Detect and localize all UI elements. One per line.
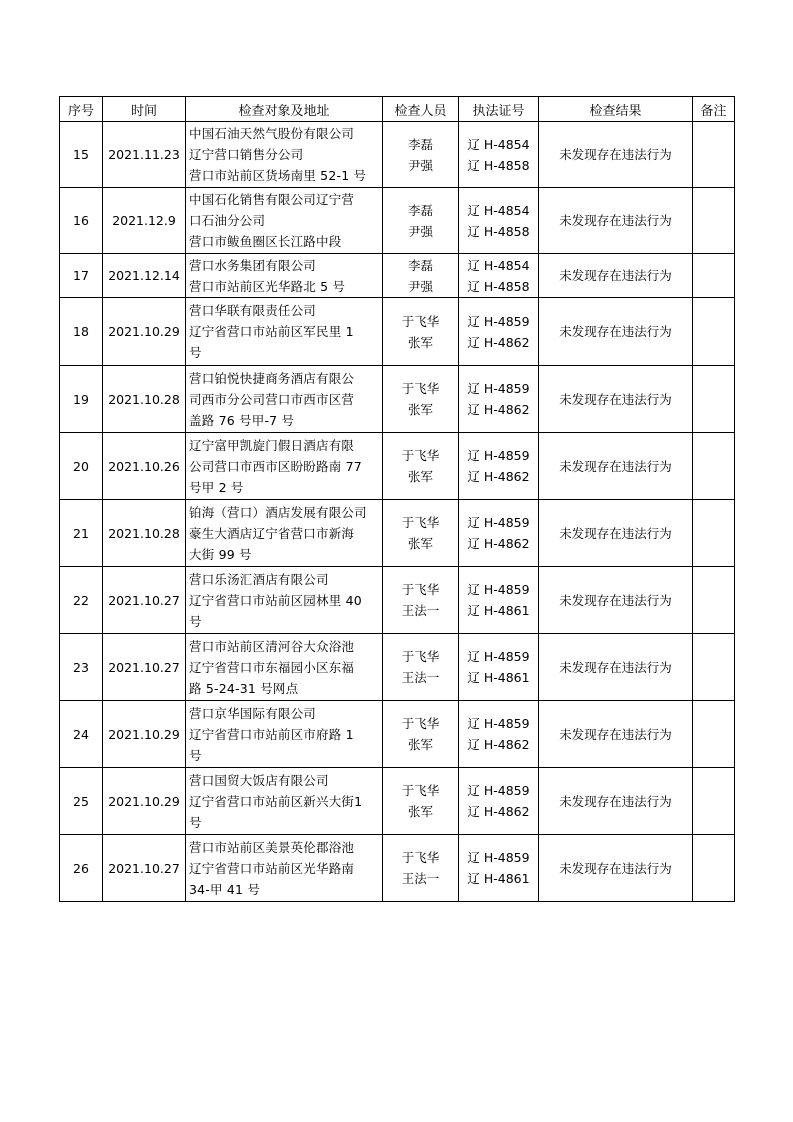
table-row xyxy=(60,433,735,500)
address-line: 司西市分公司营口市西市区营 xyxy=(189,391,355,407)
inspector-name: 尹强 xyxy=(407,157,433,173)
address-line: 口石油分公司 xyxy=(189,213,266,228)
address-cell xyxy=(186,835,383,902)
address-line: 豪生大酒店辽宁省营口市新海 xyxy=(189,525,355,541)
result-cell: 未发现存在违法行为 xyxy=(539,768,693,835)
serial-number-cell: 16 xyxy=(60,188,103,254)
certificate-number: 辽 H-4859 xyxy=(467,783,530,798)
header-target-and-address: 检查对象及地址 xyxy=(186,97,383,122)
address-line: 中国石化销售有限公司辽宁营 xyxy=(189,192,355,207)
result-cell: 未发现存在违法行为 xyxy=(539,433,693,500)
inspectors-cell xyxy=(383,835,459,902)
table-row xyxy=(60,634,735,701)
address-line: 辽宁省营口市站前区园林里 40 xyxy=(189,592,362,608)
inspector-name: 李磊 xyxy=(407,202,433,218)
result-cell: 未发现存在违法行为 xyxy=(539,701,693,768)
address-line: 盖路 76 号甲-7 号 xyxy=(189,412,295,428)
address-line: 34-甲 41 号 xyxy=(189,881,261,897)
remarks-cell xyxy=(693,188,735,254)
address-line: 营口华联有限责任公司 xyxy=(189,303,317,318)
address-cell xyxy=(186,366,383,433)
remarks-cell xyxy=(693,433,735,500)
table-row xyxy=(60,122,735,188)
address-line: 辽宁省营口市东福园小区东福 xyxy=(189,659,355,675)
address-line: 营口市站前区美景英伦郡浴池 xyxy=(189,839,355,855)
address-cell xyxy=(186,433,383,500)
table-row xyxy=(60,298,735,366)
inspector-name: 尹强 xyxy=(407,223,433,239)
date-cell: 2021.10.28 xyxy=(103,366,186,433)
certificate-number: 辽 H-4859 xyxy=(467,582,530,597)
address-cell xyxy=(186,122,383,188)
serial-number-cell: 19 xyxy=(60,366,103,433)
address-line: 大街 99 号 xyxy=(189,546,252,562)
serial-number-cell: 23 xyxy=(60,634,103,701)
serial-number-cell: 18 xyxy=(60,298,103,366)
address-cell xyxy=(186,768,383,835)
serial-number-cell: 20 xyxy=(60,433,103,500)
address-line: 号 xyxy=(189,747,202,763)
date-cell: 2021.10.27 xyxy=(103,634,186,701)
address-cell xyxy=(186,701,383,768)
inspection-record-sheet xyxy=(59,96,734,902)
date-cell: 2021.12.14 xyxy=(103,254,186,298)
table-row xyxy=(60,500,735,567)
certificate-number: 辽 H-4859 xyxy=(467,515,530,530)
certificate-number: 辽 H-4854 xyxy=(467,257,530,273)
remarks-cell xyxy=(693,500,735,567)
inspectors-cell xyxy=(383,567,459,634)
certificate-cell xyxy=(459,433,539,500)
certificate-number: 辽 H-4861 xyxy=(467,871,530,886)
address-line: 营口市站前区清河谷大众浴池 xyxy=(189,638,355,654)
certificate-number: 辽 H-4862 xyxy=(467,334,530,350)
address-line: 营口市站前区货场南里 52-1 号 xyxy=(189,168,367,183)
inspector-name: 王法一 xyxy=(401,603,440,618)
address-line: 辽宁省营口市站前区新兴大街1 xyxy=(189,793,363,809)
table-row xyxy=(60,188,735,254)
serial-number-cell: 25 xyxy=(60,768,103,835)
inspector-name: 王法一 xyxy=(401,871,440,886)
inspectors-cell xyxy=(383,298,459,366)
inspector-name: 李磊 xyxy=(407,136,433,152)
address-line: 营口铂悦快捷商务酒店有限公 xyxy=(189,370,355,386)
certificate-number: 辽 H-4859 xyxy=(467,716,530,731)
result-cell: 未发现存在违法行为 xyxy=(539,835,693,902)
address-line: 中国石油天然气股份有限公司 xyxy=(189,126,355,141)
address-cell xyxy=(186,567,383,634)
inspector-name: 于飞华 xyxy=(401,850,440,865)
certificate-number: 辽 H-4854 xyxy=(467,136,530,152)
certificate-cell xyxy=(459,768,539,835)
header-inspectors: 检查人员 xyxy=(383,97,459,122)
address-line: 辽宁营口销售分公司 xyxy=(189,147,304,162)
inspectors-cell xyxy=(383,768,459,835)
certificate-number: 辽 H-4859 xyxy=(467,313,530,329)
table-row xyxy=(60,701,735,768)
inspectors-cell xyxy=(383,701,459,768)
inspectors-cell xyxy=(383,366,459,433)
result-cell: 未发现存在违法行为 xyxy=(539,634,693,701)
address-line: 号甲 2 号 xyxy=(189,479,244,495)
table-row xyxy=(60,835,735,902)
address-line: 公司营口市西市区盼盼路南 77 xyxy=(189,458,362,474)
inspectors-cell xyxy=(383,500,459,567)
inspector-name: 尹强 xyxy=(407,278,433,294)
date-cell: 2021.11.23 xyxy=(103,122,186,188)
result-cell: 未发现存在违法行为 xyxy=(539,500,693,567)
inspection-table xyxy=(59,96,735,902)
inspector-name: 张军 xyxy=(407,402,433,417)
date-cell: 2021.10.28 xyxy=(103,500,186,567)
address-line: 号 xyxy=(189,613,202,629)
remarks-cell xyxy=(693,634,735,701)
certificate-number: 辽 H-4862 xyxy=(467,804,530,819)
table-header-row xyxy=(60,97,735,122)
inspectors-cell xyxy=(383,433,459,500)
inspector-name: 张军 xyxy=(407,334,433,350)
certificate-number: 辽 H-4859 xyxy=(467,448,530,463)
serial-number-cell: 22 xyxy=(60,567,103,634)
address-line: 营口市站前区光华路北 5 号 xyxy=(189,278,346,294)
inspector-name: 张军 xyxy=(407,536,433,551)
inspector-name: 于飞华 xyxy=(401,783,440,798)
inspectors-cell xyxy=(383,188,459,254)
date-cell: 2021.10.27 xyxy=(103,567,186,634)
inspector-name: 于飞华 xyxy=(401,313,440,329)
address-line: 营口乐汤汇酒店有限公司 xyxy=(189,571,329,587)
remarks-cell xyxy=(693,254,735,298)
remarks-cell xyxy=(693,835,735,902)
inspector-name: 王法一 xyxy=(401,670,440,685)
table-row xyxy=(60,567,735,634)
date-cell: 2021.10.29 xyxy=(103,701,186,768)
address-line: 辽宁省营口市站前区市府路 1 xyxy=(189,726,354,742)
address-line: 辽宁省营口市站前区光华路南 xyxy=(189,860,355,876)
header-remarks: 备注 xyxy=(693,97,735,122)
inspector-name: 于飞华 xyxy=(401,448,440,463)
header-inspection-result: 检查结果 xyxy=(539,97,693,122)
serial-number-cell: 24 xyxy=(60,701,103,768)
certificate-number: 辽 H-4859 xyxy=(467,649,530,664)
serial-number-cell: 15 xyxy=(60,122,103,188)
result-cell: 未发现存在违法行为 xyxy=(539,188,693,254)
date-cell: 2021.10.29 xyxy=(103,768,186,835)
header-certificate-number: 执法证号 xyxy=(459,97,539,122)
inspector-name: 张军 xyxy=(407,469,433,484)
remarks-cell xyxy=(693,701,735,768)
inspectors-cell xyxy=(383,122,459,188)
remarks-cell xyxy=(693,298,735,366)
inspector-name: 于飞华 xyxy=(401,716,440,731)
address-cell xyxy=(186,298,383,366)
certificate-cell xyxy=(459,500,539,567)
address-cell xyxy=(186,254,383,298)
certificate-number: 辽 H-4858 xyxy=(467,278,530,294)
certificate-number: 辽 H-4862 xyxy=(467,737,530,752)
address-line: 营口市鲅鱼圈区长江路中段 xyxy=(189,234,342,249)
certificate-cell xyxy=(459,298,539,366)
table-row xyxy=(60,254,735,298)
table-row xyxy=(60,366,735,433)
table-body xyxy=(60,122,735,902)
result-cell: 未发现存在违法行为 xyxy=(539,254,693,298)
address-line: 辽宁富甲凯旋门假日酒店有限 xyxy=(189,437,355,453)
inspector-name: 于飞华 xyxy=(401,515,440,530)
result-cell: 未发现存在违法行为 xyxy=(539,567,693,634)
certificate-number: 辽 H-4859 xyxy=(467,381,530,396)
certificate-number: 辽 H-4861 xyxy=(467,670,530,685)
certificate-cell xyxy=(459,835,539,902)
header-serial-number: 序号 xyxy=(60,97,103,122)
inspector-name: 张军 xyxy=(407,737,433,752)
certificate-cell xyxy=(459,634,539,701)
result-cell: 未发现存在违法行为 xyxy=(539,122,693,188)
certificate-number: 辽 H-4862 xyxy=(467,402,530,417)
address-line: 营口水务集团有限公司 xyxy=(189,257,317,273)
certificate-cell xyxy=(459,366,539,433)
certificate-number: 辽 H-4858 xyxy=(467,157,530,173)
certificate-cell xyxy=(459,254,539,298)
inspector-name: 于飞华 xyxy=(401,649,440,664)
serial-number-cell: 21 xyxy=(60,500,103,567)
certificate-cell xyxy=(459,122,539,188)
inspector-name: 于飞华 xyxy=(401,381,440,396)
certificate-number: 辽 H-4862 xyxy=(467,536,530,551)
serial-number-cell: 26 xyxy=(60,835,103,902)
address-line: 营口国贸大饭店有限公司 xyxy=(189,772,329,788)
inspectors-cell xyxy=(383,634,459,701)
certificate-cell xyxy=(459,567,539,634)
date-cell: 2021.12.9 xyxy=(103,188,186,254)
certificate-number: 辽 H-4861 xyxy=(467,603,530,618)
certificate-number: 辽 H-4858 xyxy=(467,223,530,239)
address-line: 营口京华国际有限公司 xyxy=(189,705,317,721)
date-cell: 2021.10.26 xyxy=(103,433,186,500)
certificate-number: 辽 H-4862 xyxy=(467,469,530,484)
certificate-cell xyxy=(459,188,539,254)
address-cell xyxy=(186,188,383,254)
certificate-number: 辽 H-4854 xyxy=(467,202,530,218)
serial-number-cell: 17 xyxy=(60,254,103,298)
address-line: 辽宁省营口市站前区军民里 1 xyxy=(189,324,354,339)
address-line: 号 xyxy=(189,814,202,830)
result-cell: 未发现存在违法行为 xyxy=(539,298,693,366)
address-cell xyxy=(186,634,383,701)
date-cell: 2021.10.27 xyxy=(103,835,186,902)
date-cell: 2021.10.29 xyxy=(103,298,186,366)
address-cell xyxy=(186,500,383,567)
remarks-cell xyxy=(693,366,735,433)
remarks-cell xyxy=(693,122,735,188)
inspector-name: 李磊 xyxy=(407,257,433,273)
remarks-cell xyxy=(693,768,735,835)
certificate-number: 辽 H-4859 xyxy=(467,850,530,865)
address-line: 号 xyxy=(189,345,202,360)
inspector-name: 于飞华 xyxy=(401,582,440,597)
remarks-cell xyxy=(693,567,735,634)
table-row xyxy=(60,768,735,835)
inspector-name: 张军 xyxy=(407,804,433,819)
address-line: 路 5-24-31 号网点 xyxy=(189,680,299,696)
inspectors-cell xyxy=(383,254,459,298)
result-cell: 未发现存在违法行为 xyxy=(539,366,693,433)
address-line: 铂海（营口）酒店发展有限公司 xyxy=(189,504,367,520)
header-time: 时间 xyxy=(103,97,186,122)
certificate-cell xyxy=(459,701,539,768)
